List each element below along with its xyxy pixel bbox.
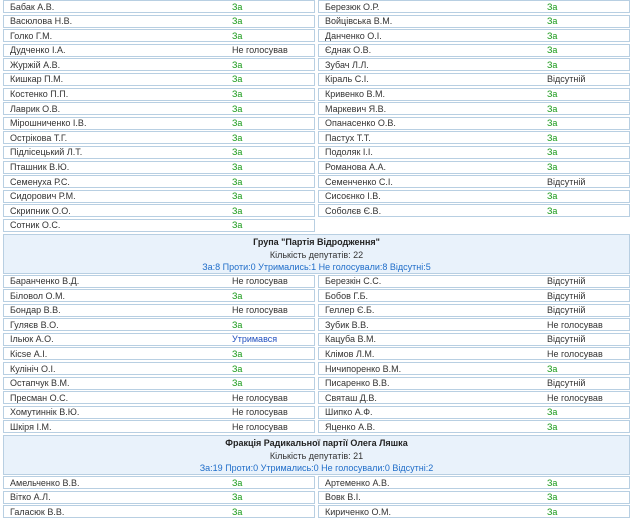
deputy-cell: [3, 289, 315, 302]
vote-status: За: [547, 147, 558, 158]
group-title: Група "Партія Відродження": [253, 236, 380, 247]
vote-status: Утримався: [232, 334, 278, 345]
deputy-name: Єднак О.В.: [325, 45, 372, 56]
table-row: [3, 304, 632, 319]
vote-status: За: [547, 89, 558, 100]
vote-status: За: [232, 363, 243, 374]
vote-status: За: [547, 506, 558, 517]
vote-status: За: [547, 191, 558, 202]
vote-status: Не голосував: [547, 392, 603, 403]
vote-status: Не голосував: [232, 392, 288, 403]
deputy-name: Пресман О.С.: [10, 392, 69, 403]
deputy-cell: [3, 347, 315, 360]
vote-status: Не голосував: [232, 421, 288, 432]
deputy-name: Кулініч О.І.: [10, 363, 56, 374]
deputy-name: Хомутиннік В.Ю.: [10, 407, 80, 418]
deputy-name: Романова А.А.: [325, 162, 386, 173]
deputy-cell: [3, 0, 315, 13]
vote-status: Не голосував: [547, 319, 603, 330]
table-row: [3, 73, 632, 88]
deputy-name: Дудченко І.А.: [10, 45, 66, 56]
table-row: [3, 204, 632, 219]
table-row: [3, 15, 632, 30]
deputy-name: Артеменко А.В.: [325, 477, 390, 488]
deputy-cell: [3, 190, 315, 203]
section-faction-rows: [3, 0, 632, 234]
deputy-cell: [3, 161, 315, 174]
deputy-cell: [3, 44, 315, 57]
table-row: [3, 362, 632, 377]
deputy-cell: [318, 491, 630, 504]
vote-status: За: [547, 118, 558, 129]
group-deputy-count: Кількість депутатів: 21: [269, 451, 364, 462]
table-row: [3, 29, 632, 44]
table-row: [3, 476, 632, 491]
deputy-name: Мірошниченко І.В.: [10, 118, 87, 129]
deputy-name: Гуляєв В.О.: [10, 319, 59, 330]
vote-status: Не голосував: [232, 407, 288, 418]
table-row: [3, 117, 632, 132]
vote-status: За: [232, 191, 243, 202]
deputy-cell: [3, 391, 315, 404]
deputy-name: Лаврик О.В.: [10, 103, 61, 114]
deputy-name: Опанасенко О.В.: [325, 118, 396, 129]
deputy-cell: [3, 420, 315, 433]
vote-status: За: [547, 103, 558, 114]
deputy-cell: [318, 333, 630, 346]
deputy-cell: [318, 275, 630, 288]
table-row: [3, 161, 632, 176]
deputy-name: Зубик В.В.: [325, 319, 369, 330]
deputy-name: Кишкар П.М.: [10, 74, 64, 85]
deputy-cell: [3, 491, 315, 504]
deputy-name: Кривенко В.М.: [325, 89, 385, 100]
vote-status: За: [232, 30, 243, 41]
deputy-cell: [3, 318, 315, 331]
deputy-cell: [318, 58, 630, 71]
vote-status: Відсутній: [547, 276, 586, 286]
deputy-cell: [318, 289, 630, 302]
deputy-cell: [3, 406, 315, 419]
deputy-cell: [318, 0, 630, 13]
table-row: [3, 175, 632, 190]
empty-cell: [318, 219, 630, 232]
vote-status: За: [232, 16, 243, 27]
vote-status: За: [232, 290, 243, 301]
vote-status: За: [232, 147, 243, 158]
deputy-name: Скрипник О.О.: [10, 205, 71, 216]
vote-status: За: [547, 30, 558, 41]
deputy-cell: [318, 15, 630, 28]
table-row: [3, 333, 632, 348]
vote-status: За: [547, 407, 558, 418]
vote-status: Не голосував: [232, 45, 288, 56]
deputy-name: Шипко А.Ф.: [325, 407, 373, 418]
deputy-name: Амельченко В.В.: [10, 477, 80, 488]
deputy-name: Яценко А.В.: [325, 421, 376, 432]
vote-status: За: [547, 16, 558, 27]
deputy-cell: [318, 204, 630, 217]
vote-status: За: [232, 492, 243, 503]
deputy-name: Сотник О.С.: [10, 220, 61, 231]
table-row: [3, 347, 632, 362]
vote-status: За: [547, 492, 558, 503]
deputy-cell: [3, 333, 315, 346]
table-row: [3, 505, 632, 520]
deputy-name: Пастух Т.Т.: [325, 132, 371, 143]
table-row: [3, 406, 632, 421]
deputy-name: Березкін С.С.: [325, 276, 382, 286]
vote-status: За: [232, 1, 243, 12]
section-radical-party-rows: [3, 476, 632, 520]
vote-status: Не голосував: [232, 305, 288, 316]
section-vidrodzhennia-rows: [3, 275, 632, 436]
deputy-name: Писаренко В.В.: [325, 378, 390, 389]
deputy-name: Клімов Л.М.: [325, 348, 375, 359]
vote-status: За: [547, 477, 558, 488]
deputy-cell: [318, 420, 630, 433]
deputy-cell: [318, 362, 630, 375]
deputy-name: Голко Г.М.: [10, 30, 53, 41]
group-header-vidrodzhennia: [3, 234, 630, 274]
deputy-cell: [318, 347, 630, 360]
table-row: [3, 190, 632, 205]
deputy-name: Галасюк В.В.: [10, 506, 65, 517]
deputy-name: Пташник В.Ю.: [10, 162, 70, 173]
vote-results-grid: [3, 0, 632, 520]
deputy-cell: [318, 73, 630, 86]
deputy-cell: [318, 391, 630, 404]
table-row: [3, 318, 632, 333]
deputy-name: Біловол О.М.: [10, 290, 66, 301]
deputy-name: Бондар В.В.: [10, 305, 61, 316]
deputy-name: Войцівська В.М.: [325, 16, 393, 27]
table-row: [3, 102, 632, 117]
deputy-name: Геллер Є.Б.: [325, 305, 375, 316]
deputy-cell: [3, 476, 315, 489]
deputy-cell: [3, 58, 315, 71]
deputy-cell: [318, 88, 630, 101]
table-row: [3, 146, 632, 161]
deputy-cell: [3, 304, 315, 317]
table-row: [3, 0, 632, 15]
deputy-name: Кіраль С.І.: [325, 74, 369, 85]
vote-status: За: [547, 421, 558, 432]
deputy-cell: [3, 73, 315, 86]
vote-status: За: [547, 59, 558, 70]
deputy-name: Семенченко С.І.: [325, 176, 393, 187]
deputy-cell: [318, 175, 630, 188]
vote-status: Відсутній: [547, 378, 586, 389]
deputy-name: Вовк В.І.: [325, 492, 361, 503]
deputy-name: Шкіря І.М.: [10, 421, 52, 432]
vote-status: За: [547, 45, 558, 56]
vote-status: За: [547, 132, 558, 143]
table-row: [3, 58, 632, 73]
deputy-name: Зубач Л.Л.: [325, 59, 369, 70]
vote-status: Відсутній: [547, 74, 586, 85]
deputy-name: Сидорович Р.М.: [10, 191, 76, 202]
table-row: [3, 377, 632, 392]
vote-status: Не голосував: [232, 276, 288, 286]
deputy-name: Маркевич Я.В.: [325, 103, 387, 114]
deputy-name: Бабак А.В.: [10, 1, 55, 12]
deputy-name: Подоляк І.І.: [325, 147, 373, 158]
group-header-radical-party: [3, 435, 630, 475]
vote-status: За: [232, 132, 243, 143]
deputy-cell: [318, 190, 630, 203]
table-row: [3, 420, 632, 435]
deputy-name: Бобов Г.Б.: [325, 290, 369, 301]
vote-status: За: [547, 1, 558, 12]
deputy-name: Підлісецький Л.Т.: [10, 147, 83, 158]
deputy-cell: [3, 175, 315, 188]
vote-status: Відсутній: [547, 290, 586, 301]
group-title: Фракція Радикальної партії Олега Ляшка: [225, 438, 408, 449]
deputy-cell: [3, 219, 315, 232]
deputy-name: Сисоєнко І.В.: [325, 191, 381, 202]
vote-status: За: [232, 59, 243, 70]
deputy-cell: [318, 44, 630, 57]
deputy-cell: [318, 304, 630, 317]
vote-status: За: [232, 118, 243, 129]
vote-status: За: [547, 162, 558, 173]
deputy-cell: [3, 117, 315, 130]
deputy-cell: [3, 15, 315, 28]
deputy-cell: [318, 476, 630, 489]
deputy-name: Кісse А.І.: [10, 348, 48, 359]
vote-status: За: [232, 220, 243, 231]
deputy-cell: [3, 88, 315, 101]
deputy-cell: [3, 275, 315, 288]
group-deputy-count: Кількість депутатів: 22: [269, 249, 364, 260]
deputy-name: Вітко А.Л.: [10, 492, 51, 503]
deputy-name: Васюлова Н.В.: [10, 16, 73, 27]
vote-status: За: [232, 176, 243, 187]
deputy-cell: [3, 131, 315, 144]
deputy-cell: [318, 146, 630, 159]
table-row: [3, 219, 632, 234]
deputy-cell: [318, 377, 630, 390]
group-vote-summary: За:19 Проти:0 Утримались:0 Не голосували:0 Відсутні:2: [199, 463, 434, 474]
deputy-name: Ничипоренко В.М.: [325, 363, 402, 374]
vote-status: За: [232, 506, 243, 517]
deputy-cell: [3, 102, 315, 115]
vote-status: За: [232, 378, 243, 389]
deputy-name: Острікова Т.Г.: [10, 132, 68, 143]
deputy-cell: [3, 146, 315, 159]
vote-status: За: [232, 162, 243, 173]
deputy-cell: [318, 161, 630, 174]
deputy-cell: [318, 102, 630, 115]
vote-status: За: [232, 74, 243, 85]
deputy-cell: [318, 29, 630, 42]
table-row: [3, 88, 632, 103]
deputy-name: Кацуба В.М.: [325, 334, 376, 345]
deputy-cell: [318, 117, 630, 130]
table-row: [3, 131, 632, 146]
deputy-cell: [3, 29, 315, 42]
deputy-cell: [3, 377, 315, 390]
deputy-name: Ільюк А.О.: [10, 334, 54, 345]
deputy-name: Баранченко В.Д.: [10, 276, 80, 286]
deputy-cell: [318, 406, 630, 419]
deputy-name: Журжій А.В.: [10, 59, 61, 70]
vote-status: За: [232, 103, 243, 114]
vote-status: Відсутній: [547, 305, 586, 316]
vote-status: За: [232, 477, 243, 488]
vote-status: За: [232, 89, 243, 100]
table-row: [3, 391, 632, 406]
vote-status: Відсутній: [547, 176, 586, 187]
table-row: [3, 289, 632, 304]
vote-status: За: [232, 348, 243, 359]
vote-status: За: [232, 319, 243, 330]
deputy-name: Святаш Д.В.: [325, 392, 377, 403]
deputy-name: Кириченко О.М.: [325, 506, 392, 517]
deputy-name: Данченко О.І.: [325, 30, 382, 41]
vote-status: За: [547, 363, 558, 374]
vote-status: Не голосував: [547, 348, 603, 359]
vote-status: За: [547, 205, 558, 216]
deputy-name: Семенуха Р.С.: [10, 176, 70, 187]
deputy-name: Березюк О.Р.: [325, 1, 380, 12]
deputy-name: Соболєв Є.В.: [325, 205, 382, 216]
deputy-name: Костенко П.П.: [10, 89, 69, 100]
deputy-name: Остапчук В.М.: [10, 378, 70, 389]
vote-status: Відсутній: [547, 334, 586, 345]
group-vote-summary: За:8 Проти:0 Утримались:1 Не голосували:8 Відсутні:5: [202, 261, 431, 272]
table-row: [3, 491, 632, 506]
table-row: [3, 44, 632, 59]
deputy-cell: [3, 362, 315, 375]
deputy-cell: [318, 131, 630, 144]
deputy-cell: [3, 204, 315, 217]
vote-status: За: [232, 205, 243, 216]
table-row: [3, 275, 632, 290]
deputy-cell: [318, 318, 630, 331]
